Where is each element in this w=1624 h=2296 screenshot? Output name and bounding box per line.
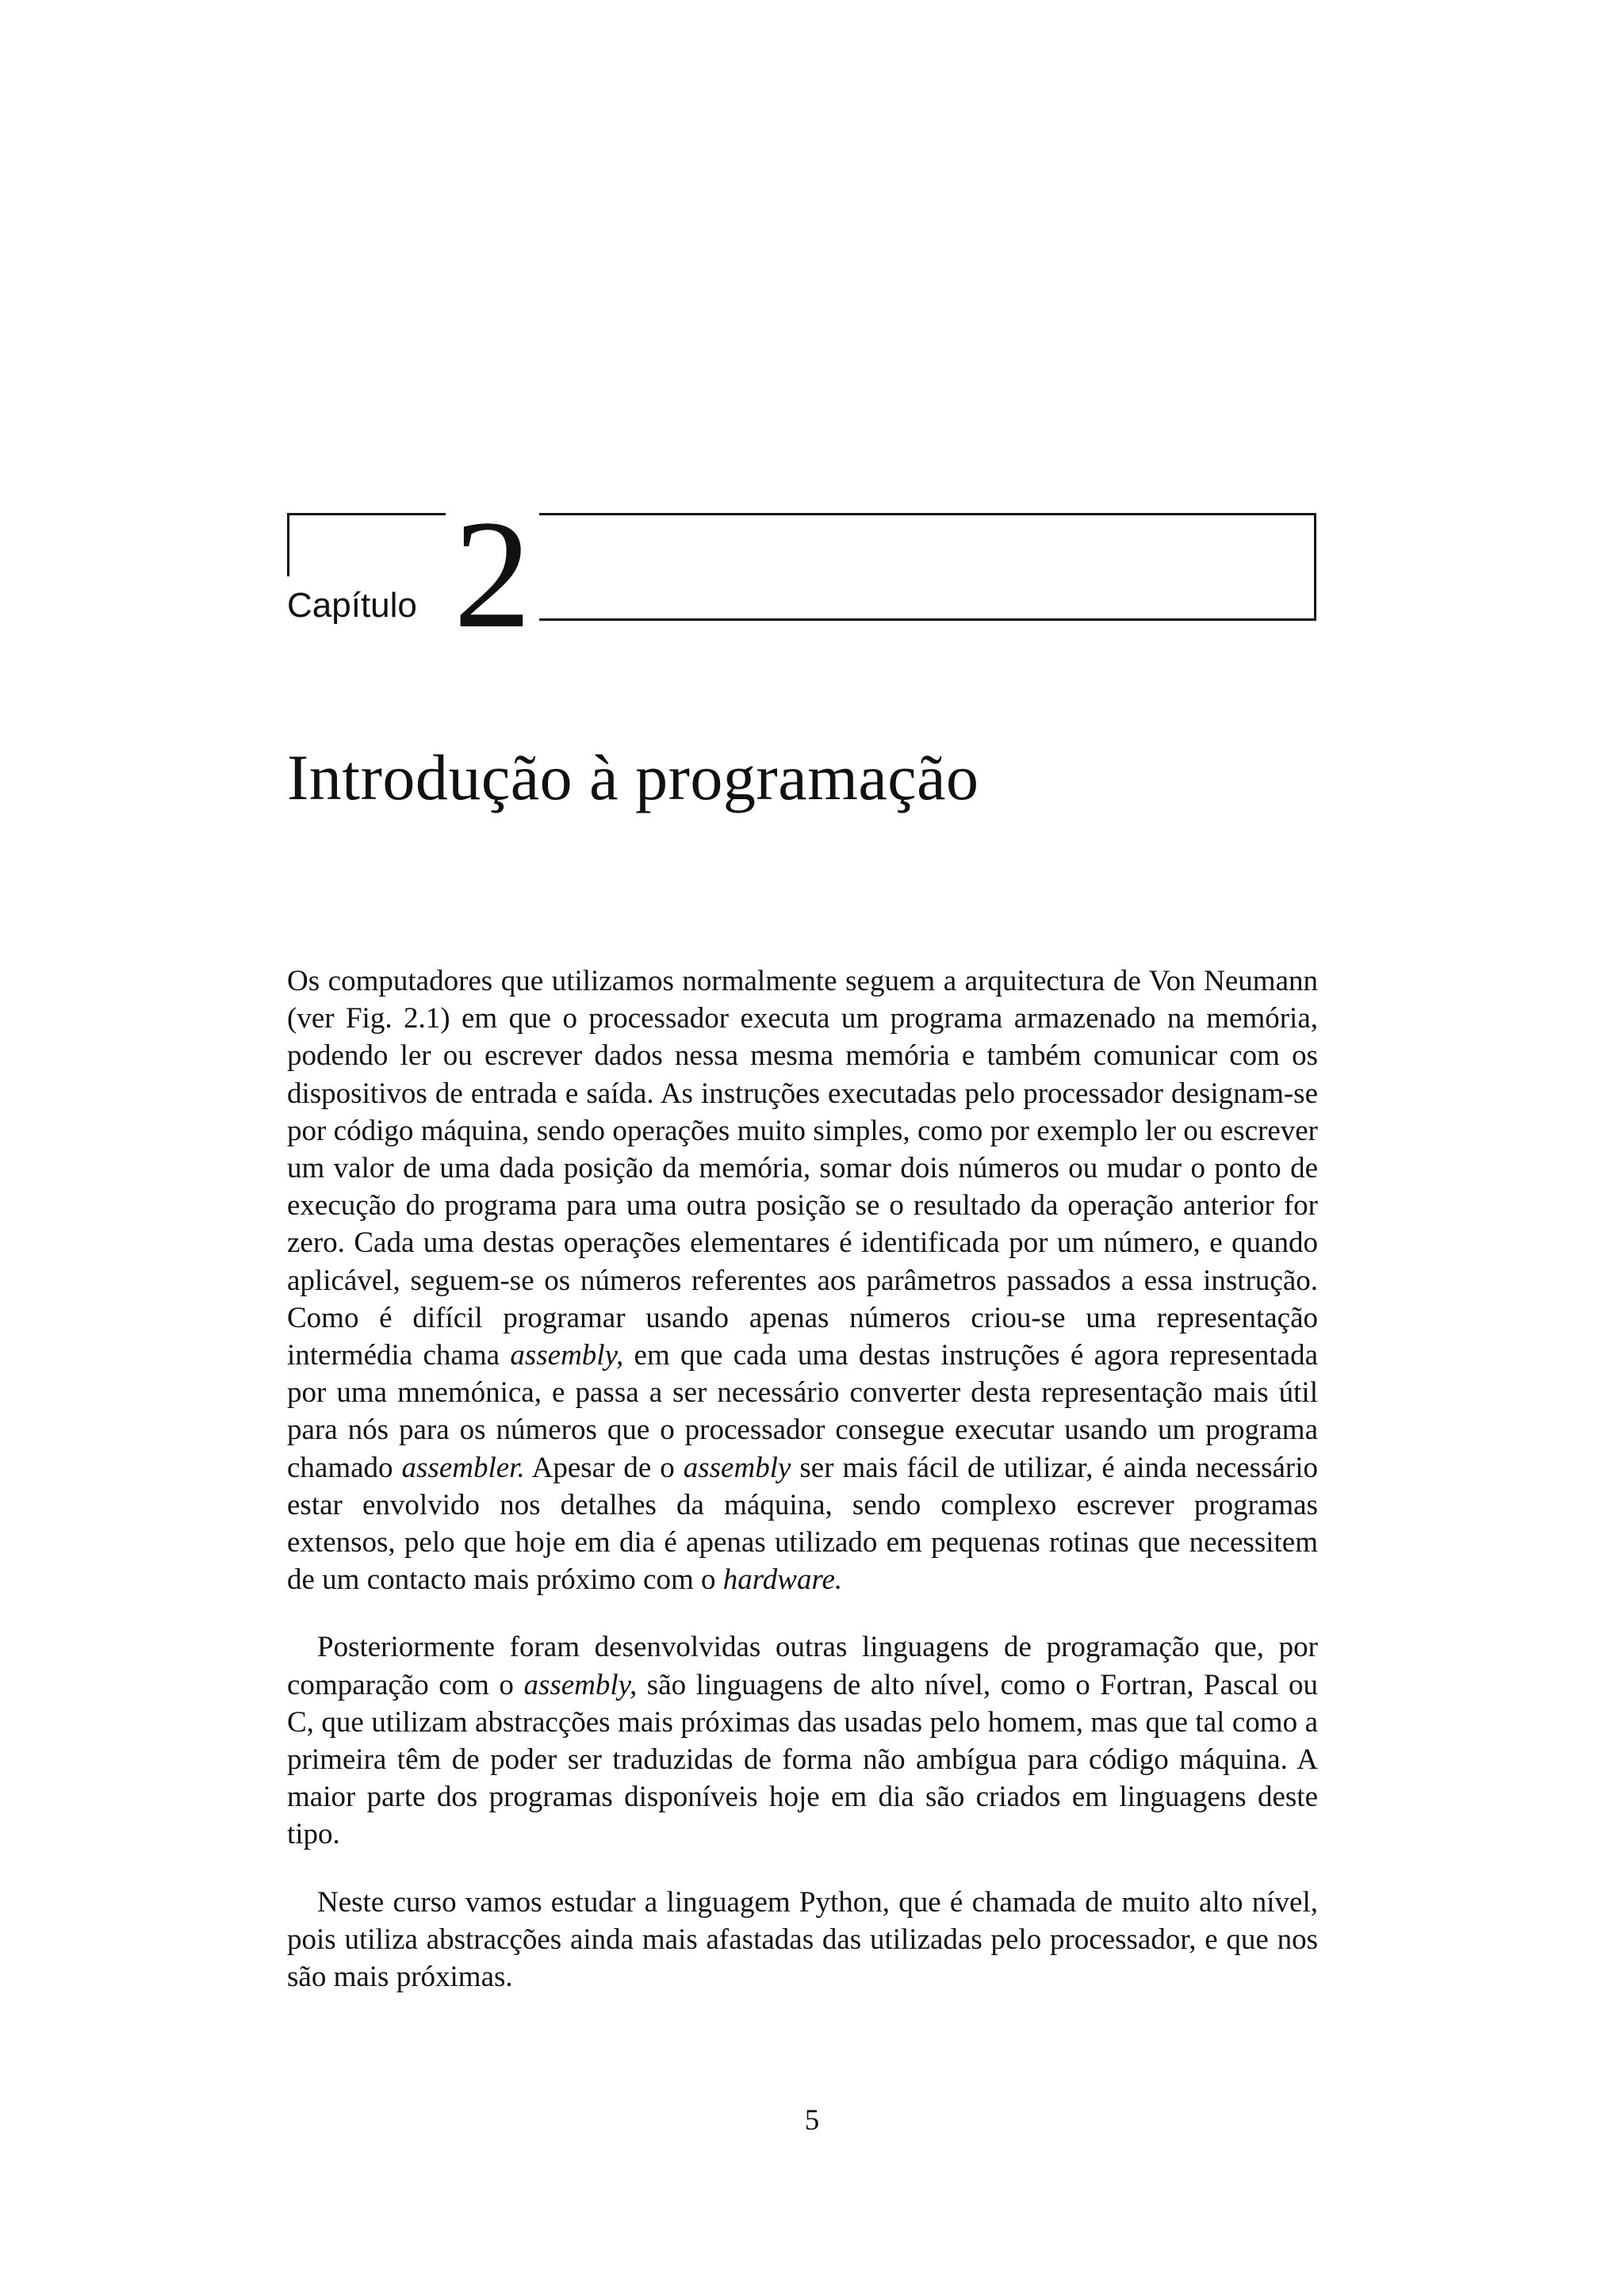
body-text <box>287 962 1318 1996</box>
text-run: são linguagens de alto nível, como o Fortran, Pascal ou C, que utilizam abstracções mais próximas das usadas pelo homem, mas que tal como a primeira têm de poder ser traduzidas de forma não ambígua para código máquina. A maior parte dos programas disponíveis hoje em dia são criados em linguagens deste tipo. <box>287 1668 1318 1851</box>
chapter-title: Introdução à programação <box>287 741 979 813</box>
chapter-heading-frame <box>287 488 1318 660</box>
paragraph <box>287 1628 1318 1853</box>
frame-rule <box>1314 513 1316 621</box>
paragraph <box>287 1884 1318 1996</box>
frame-rule <box>539 618 1316 621</box>
frame-rule <box>287 513 289 576</box>
paragraph <box>287 962 1318 1598</box>
italic-term: hardware. <box>722 1563 843 1597</box>
italic-term: assembly, <box>510 1339 624 1372</box>
frame-rule <box>287 513 446 515</box>
chapter-number: 2 <box>454 488 531 660</box>
frame-rule <box>539 513 1316 515</box>
text-run: Neste curso vamos estudar a linguagem Python, que é chamada de muito alto nível, pois utiliza abstracções ainda mais afastadas das utilizadas pelo processador, e que nos são mais próximas. <box>287 1885 1318 1994</box>
text-run: Os computadores que utilizamos normalmente seguem a arquitectura de Von Neumann (ver Fig. 2.1) em que o processador executa um programa armazenado na memória, podendo ler ou escrever dados nessa mesma memória e também comunicar com os dispositivos de entrada e saída. As instruções executadas pelo processador designam-se por código máquina, sendo operações muito simples, como por exemplo ler ou escrever um valor de uma dada posição da memória, somar dois números ou mudar o ponto de execução do programa para uma outra posição se o resultado da operação anterior for zero. Cada uma destas operações elementares é identificada por um número, e quando aplicável, seguem-se os números referentes aos parâmetros passados a essa instrução. Como é difícil programar usando apenas números criou-se uma representação intermédia chama <box>287 965 1318 1372</box>
italic-term: assembly <box>683 1451 791 1484</box>
text-run: ser mais fácil de utilizar, é ainda necessário estar envolvido nos detalhes da máquina, sendo complexo escrever programas extensos, pelo que hoje em dia é apenas utilizado em pequenas rotinas que necessitem de um contacto mais próximo com o <box>287 1451 1318 1597</box>
page-number: 5 <box>804 2104 820 2137</box>
italic-term: assembly, <box>523 1668 638 1701</box>
text-run: em que cada uma destas instruções é agora representada por uma mnemónica, e passa a ser necessário converter desta representação mais útil para nós para os números que o processador consegue executar usando um programa chamado <box>287 1339 1318 1484</box>
text-run: Apesar de o <box>524 1451 684 1484</box>
text-run: Posteriormente foram desenvolvidas outras linguagens de programação que, por comparação com o <box>287 1631 1318 1701</box>
italic-term: assembler. <box>401 1451 525 1484</box>
chapter-label: Capítulo <box>287 586 417 625</box>
